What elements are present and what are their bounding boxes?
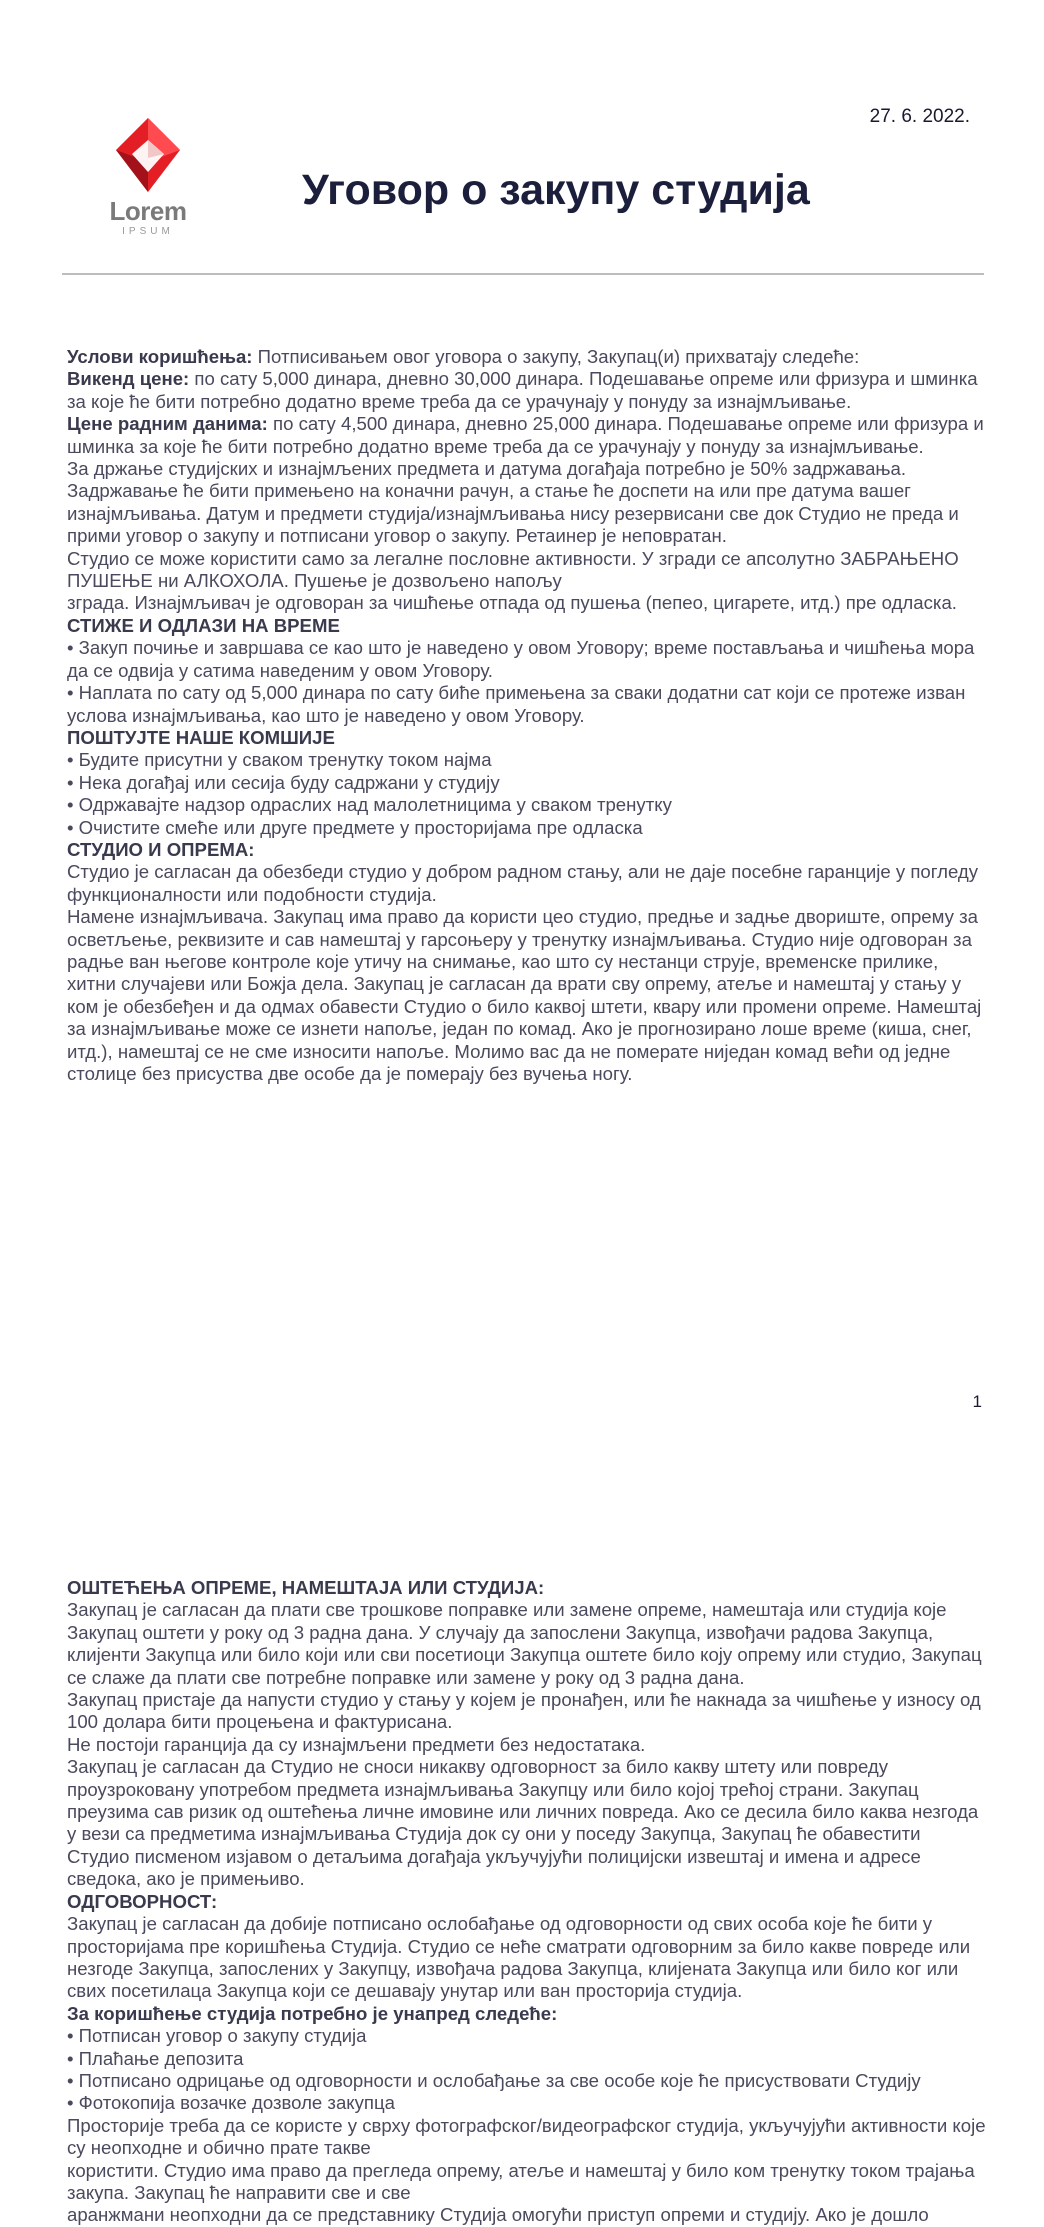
paragraph-text: • Очистите смеће или друге предмете у просторијама пре одласка	[67, 816, 643, 838]
contract-paragraph	[67, 839, 987, 861]
contract-paragraph	[67, 772, 987, 794]
paragraph-text: по сату 4,500 динара, дневно 25,000 динара. Подешавање опреме или фризура и шминка за које ће бити потребно додатно време треба да се урачунају у понуду за изнајмљивање.	[67, 413, 984, 457]
contract-paragraph	[67, 1756, 987, 1890]
contract-paragraph	[67, 458, 987, 548]
contract-body-page-1	[67, 346, 987, 1085]
contract-paragraph	[67, 817, 987, 839]
paragraph-text: • Закуп почиње и завршава се као што је наведено у овом Уговору; време постављања и чишћења мора да се одвија у сатима наведеним у овом Уговору.	[67, 637, 975, 681]
contract-paragraph	[67, 1599, 987, 1689]
paragraph-text: • Наплата по сату од 5,000 динара по сату биће примењена за сваки додатни сат који се протеже изван услова изнајмљивања, као што је наведено у овом Уговору.	[67, 682, 966, 726]
paragraph-text: • Потписан уговор о закупу студија	[67, 2025, 367, 2047]
contract-paragraph	[67, 2115, 987, 2160]
paragraph-text: Закупац пристаје да напусти студио у стању у којем је пронађен, или ће накнада за чишћење у износу од 100 долара бити процењена и фактурисана.	[67, 1689, 981, 1733]
logo-wordmark: Lorem	[109, 196, 187, 226]
header-divider	[62, 273, 984, 275]
paragraph-text: по сату 5,000 динара, дневно 30,000 динара. Подешавање опреме или фризура и шминка за које ће бити потребно додатно време треба да се урачунају у понуду за изнајмљивање.	[67, 368, 978, 412]
contract-body-page-2	[67, 1577, 987, 2227]
paragraph-text: Студио се може користити само за легалне пословне активности. У згради се апсолутно ЗАБРАЊЕНО ПУШЕЊЕ ни АЛКОХОЛА. Пушење је дозвољено напољу	[67, 547, 959, 592]
paragraph-text: • Нека догађај или сесија буду садржани у студију	[67, 771, 500, 793]
paragraph-heading: ОДГОВОРНОСТ:	[67, 1890, 218, 1912]
paragraph-text: зграда. Изнајмљивач је одговоран за чишћење отпада од пушења (пепео, цигарете, итд.) пре одласка.	[67, 592, 957, 614]
contract-paragraph	[67, 749, 987, 771]
contract-paragraph	[67, 548, 987, 593]
logo-subtext: IPSUM	[122, 226, 174, 237]
contract-paragraph	[67, 1913, 987, 2003]
contract-paragraph	[67, 2025, 987, 2047]
contract-paragraph	[67, 2070, 987, 2092]
paragraph-heading: СТИЖЕ И ОДЛАЗИ НА ВРЕМЕ	[67, 614, 340, 636]
paragraph-text: • Потписано одрицање од одговорности и ослобађање за све особе које ће присуствовати Студију	[67, 2069, 921, 2091]
contract-paragraph	[67, 413, 987, 458]
contract-paragraph	[67, 1891, 987, 1913]
contract-paragraph	[67, 2160, 987, 2205]
contract-paragraph	[67, 637, 987, 682]
paragraph-heading: За коришћење студија потребно је унапред следеће:	[67, 2002, 558, 2024]
contract-paragraph	[67, 1577, 987, 1599]
paragraph-text: Закупац је сагласан да добије потписано ослобађање од одговорности од свих особа које ће бити у просторијама пре коришћења Студија. Студио се неће сматрати одговорним за било какве повреде или незгоде Закупца, запослених у Закупцу, извођача радова Закупца, клијената Закупца или било ког или свих посетилаца Закупца који се дешавају унутар или ван просторија студија.	[67, 1913, 971, 2002]
contract-paragraph	[67, 615, 987, 637]
contract-paragraph	[67, 861, 987, 906]
paragraph-heading: СТУДИО И ОПРЕМА:	[67, 838, 255, 860]
paragraph-text: • Будите присутни у сваком тренутку током најма	[67, 749, 492, 771]
paragraph-heading: Цене радним данима:	[67, 413, 268, 435]
document-date: 27. 6. 2022.	[869, 106, 970, 127]
paragraph-text: За држање студијских и изнајмљених предмета и датума догађаја потребно је 50% задржавања. Задржавање ће бити примењено на коначни рачун, а стање ће доспети на или пре датума вашег изнајмљивања. Датум и предмети студија/изнајмљивања нису резервисани све док Студио не преда и прими уговор о закупу и потписани уговор о закупу. Ретаинер је неповратан.	[67, 458, 959, 547]
paragraph-text: аранжмани неопходни да се представнику Студија омогући приступ опреми и студију. Ако је дошло	[67, 2204, 929, 2226]
paragraph-heading: ПОШТУЈТЕ НАШЕ КОМШИЈЕ	[67, 726, 335, 748]
contract-paragraph	[67, 2003, 987, 2025]
paragraph-text: Не постоји гаранција да су изнајмљени предмети без недостатака.	[67, 1733, 646, 1755]
paragraph-text: • Фотокопија возачке дозволе закупца	[67, 2092, 395, 2114]
paragraph-text: Намене изнајмљивача. Закупац има право да користи цео студио, предње и задње двориште, опрему за осветљење, реквизите и сав намештај у гарсоњеру у тренутку изнајмљивања. Студио није одговоран за радње ван његове контроле које утичу на снимање, као што су нестанци струје, временске прилике, хитни случајеви или Божја дела. Закупац је сагласан да врати сву опрему, атеље и намештај у стању у ком је обезбеђен и да одмах обавести Студио о било каквој штети, квару или промени опреме. Намештај за изнајмљивање може се изнети напоље, један по комад. Ако је прогнозирано лоше време (киша, снег, итд.), намештај се не сме износити напоље. Молимо вас да не померате ниједан комад већи од једне столице без присуства две особе да је померају без вучења ногу.	[67, 906, 982, 1084]
contract-paragraph	[67, 727, 987, 749]
contract-paragraph	[67, 592, 987, 614]
contract-paragraph	[67, 1734, 987, 1756]
paragraph-heading: Услови коришћења:	[67, 346, 253, 367]
contract-paragraph	[67, 2092, 987, 2114]
paragraph-text: користити. Студио има право да прегледа опрему, атеље и намештај у било ком тренутку током трајања закупа. Закупац ће направити све и све	[67, 2159, 975, 2203]
paragraph-text: Закупац је сагласан да плати све трошкове поправке или замене опреме, намештаја или студија које Закупац оштети у року од 3 радна дана. У случају да запослени Закупца, извођачи радова Закупца, клијенти Закупца или било који или сви посетиоци Закупца оштете било коју опрему или студио, Закупац се слаже да плати све потребне поправке или замене у року од 3 радна дана.	[67, 1599, 982, 1688]
contract-paragraph	[67, 368, 987, 413]
paragraph-text: Закупац је сагласан да Студио не сноси никакву одговорност за било какву штету или повреду проузроковану употребом предмета изнајмљивања Закупцу или било којој трећој страни. Закупац преузима сав ризик од оштећења личне имовине или личних повреда. Ако се десила било каква незгода у вези са предметима изнајмљивања Студија док су они у поседу Закупца, Закупац ће обавестити Студио писменом изјавом о детаљима догађаја укључујући полицијски извештај и имена и адресе сведока, ако је примењиво.	[67, 1756, 979, 1890]
contract-paragraph	[67, 1689, 987, 1734]
paragraph-text: Студио је сагласан да обезбеди студио у добром радном стању, али не даје посебне гаранције у погледу функционалности или подобности студија.	[67, 861, 979, 905]
paragraph-text: • Плаћање депозита	[67, 2047, 244, 2069]
paragraph-text: Просторије треба да се користе у сврху фотографског/видеографског студија, укључујући активности које су неопходне и обично прате такве	[67, 2114, 986, 2159]
paragraph-heading: ОШТЕЋЕЊА ОПРЕМЕ, НАМЕШТАЈА ИЛИ СТУДИЈА:	[67, 1577, 545, 1598]
document-title: Уговор о закупу студија	[302, 166, 810, 214]
contract-paragraph	[67, 906, 987, 1085]
contract-paragraph	[67, 346, 987, 368]
paragraph-heading: Викенд цене:	[67, 368, 190, 390]
paragraph-text: Потписивањем овог уговора о закупу, Закупац(и) прихватају следеће:	[252, 346, 860, 367]
contract-paragraph	[67, 2048, 987, 2070]
page-number: 1	[972, 1392, 982, 1411]
contract-paragraph	[67, 794, 987, 816]
contract-paragraph	[67, 682, 987, 727]
paragraph-text: • Одржавајте надзор одраслих над малолетницима у сваком тренутку	[67, 794, 672, 816]
